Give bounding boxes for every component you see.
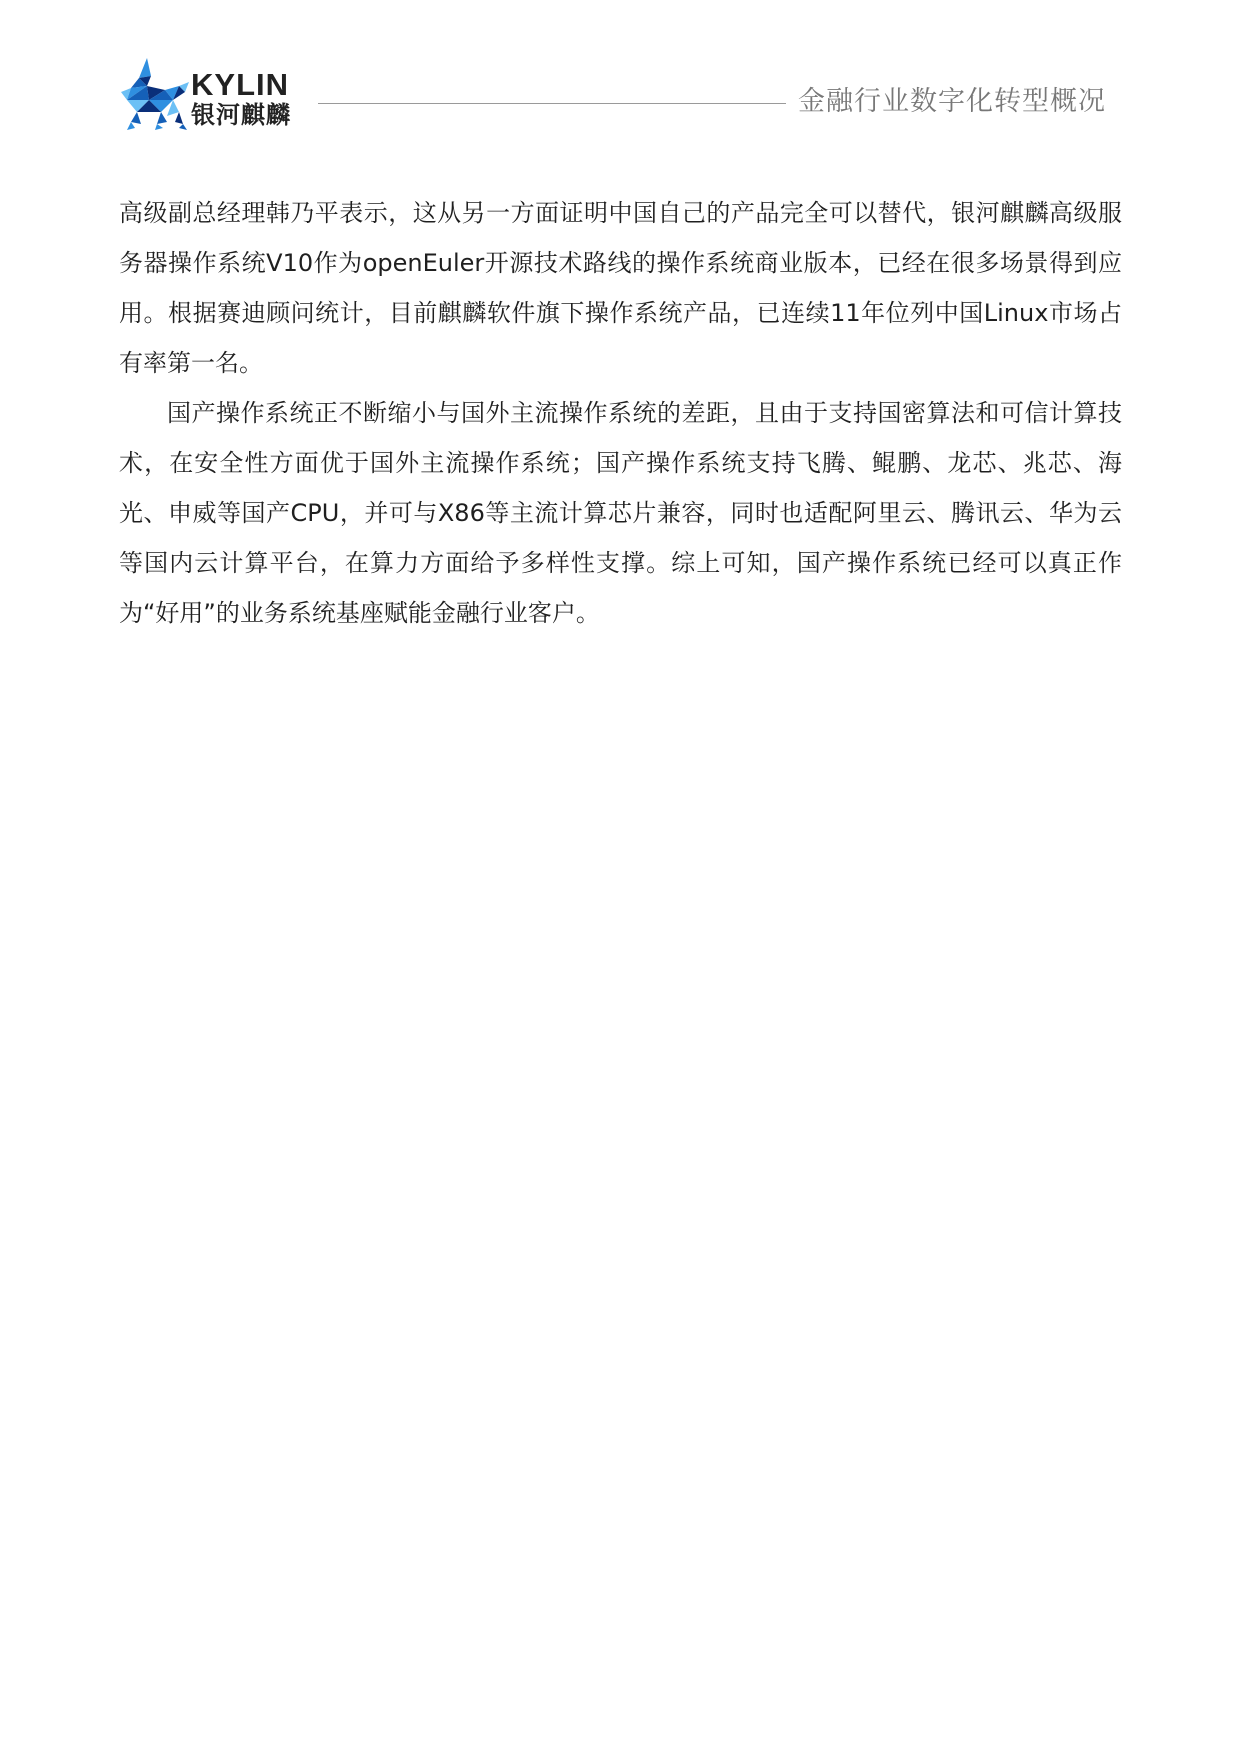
paragraph: 国产操作系统正不断缩小与国外主流操作系统的差距，且由于支持国密算法和可信计算技术，在安全性方面优于国外主流操作系统；国产操作系统支持飞腾、鲲鹏、龙芯、兆芯、海光、申威等国产CPU，并可与X86等主流计算芯片兼容，同时也适配阿里云、腾讯云、华为云等国内云计算平台，在算力方面给予多样性支撑。综上可知，国产操作系统已经可以真正作为“好用”的业务系统基座赋能金融行业客户。 [119,399,1122,627]
kylin-unicorn-icon [117,56,195,132]
logo-english-text: KYLIN [191,67,289,102]
page-header [0,0,1241,160]
page-content [119,188,1122,638]
logo-chinese-text: 银河麒麟 [191,101,291,129]
kylin-logo [117,56,307,132]
header-divider [318,103,786,104]
section-title: 金融行业数字化转型概况 [798,86,1106,117]
paragraph-continuation: 高级副总经理韩乃平表示，这从另一方面证明中国自己的产品完全可以替代，银河麒麟高级服务器操作系统V10作为openEuler开源技术路线的操作系统商业版本，已经在很多场景得到应用。根据赛迪顾问统计，目前麒麟软件旗下操作系统产品，已连续11年位列中国Linux市场占有率第一名。 [119,199,1122,377]
